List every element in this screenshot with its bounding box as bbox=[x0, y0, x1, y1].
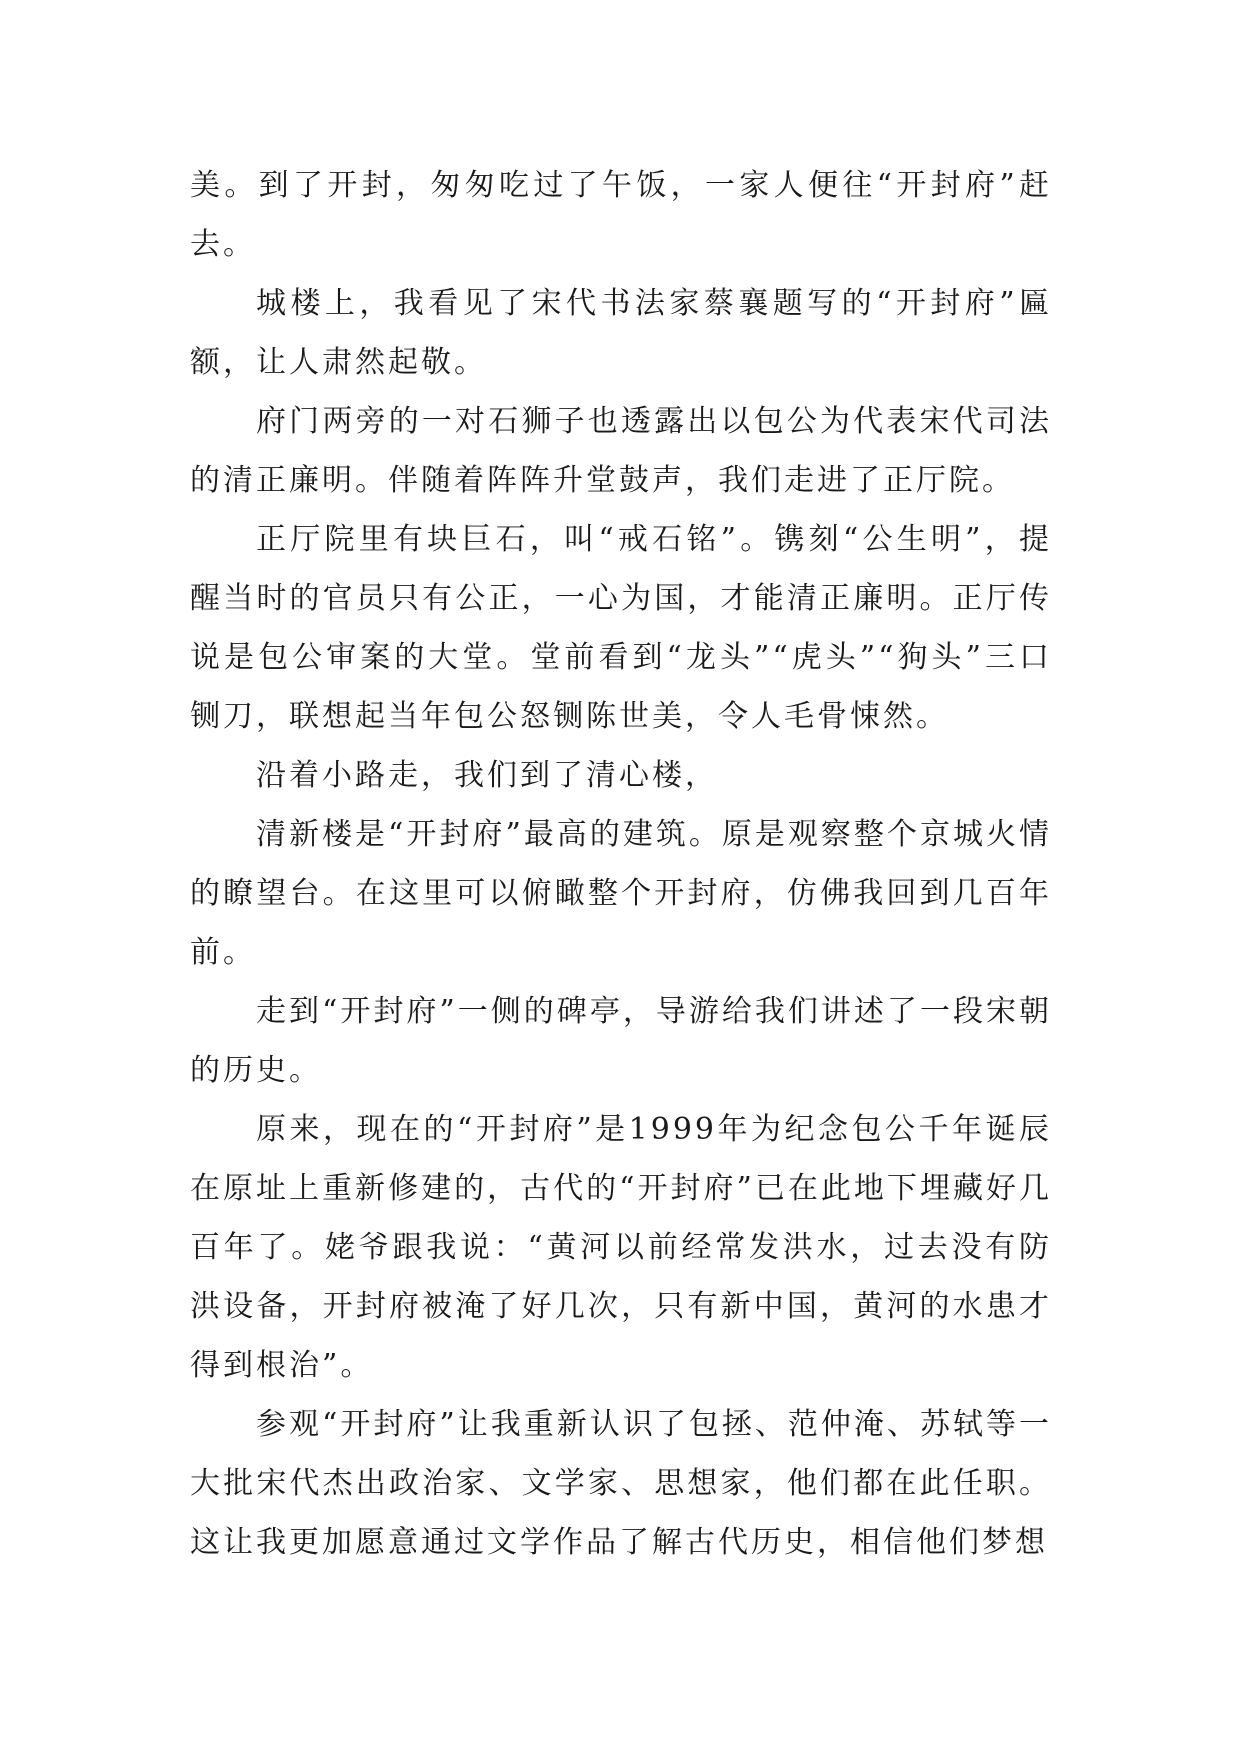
paragraph-4: 正厅院里有块巨石，叫“戒石铭”。镌刻“公生明”，提醒当时的官员只有公正，一心为国，才能清正廉明。正厅传说是包公审案的大堂。堂前看到“龙头”“虎头”“狗头”三口铡刀，联想起当年包公怒铡陈世美，令人毛骨悚然。 bbox=[190, 522, 1052, 734]
paragraph-2: 城楼上，我看见了宋代书法家蔡襄题写的“开封府”匾额，让人肃然起敬。 bbox=[190, 286, 1052, 380]
paragraph-1: 美。到了开封，匆匆吃过了午饭，一家人便往“开封府”赶去。 bbox=[190, 168, 1052, 262]
paragraph-7: 走到“开封府”一侧的碑亭，导游给我们讲述了一段宋朝的历史。 bbox=[190, 994, 1052, 1088]
document-body bbox=[190, 156, 1052, 1572]
paragraph-3: 府门两旁的一对石狮子也透露出以包公为代表宋代司法的清正廉明。伴随着阵阵升堂鼓声，我们走进了正厅院。 bbox=[190, 404, 1052, 498]
paragraph-8: 原来，现在的“开封府”是1999年为纪念包公千年诞辰在原址上重新修建的，古代的“开封府”已在此地下埋藏好几百年了。姥爷跟我说：“黄河以前经常发洪水，过去没有防洪设备，开封府被淹了好几次，只有新中国，黄河的水患才得到根治”。 bbox=[190, 1112, 1052, 1383]
paragraph-6: 清新楼是“开封府”最高的建筑。原是观察整个京城火情的瞭望台。在这里可以俯瞰整个开封府，仿佛我回到几百年前。 bbox=[190, 817, 1052, 970]
paragraph-5: 沿着小路走，我们到了清心楼， bbox=[256, 758, 718, 793]
paragraph-9: 参观“开封府”让我重新认识了包拯、范仲淹、苏轼等一大批宋代杰出政治家、文学家、思想家，他们都在此任职。这让我更加愿意通过文学作品了解古代历史，相信他们梦想 bbox=[190, 1407, 1052, 1560]
